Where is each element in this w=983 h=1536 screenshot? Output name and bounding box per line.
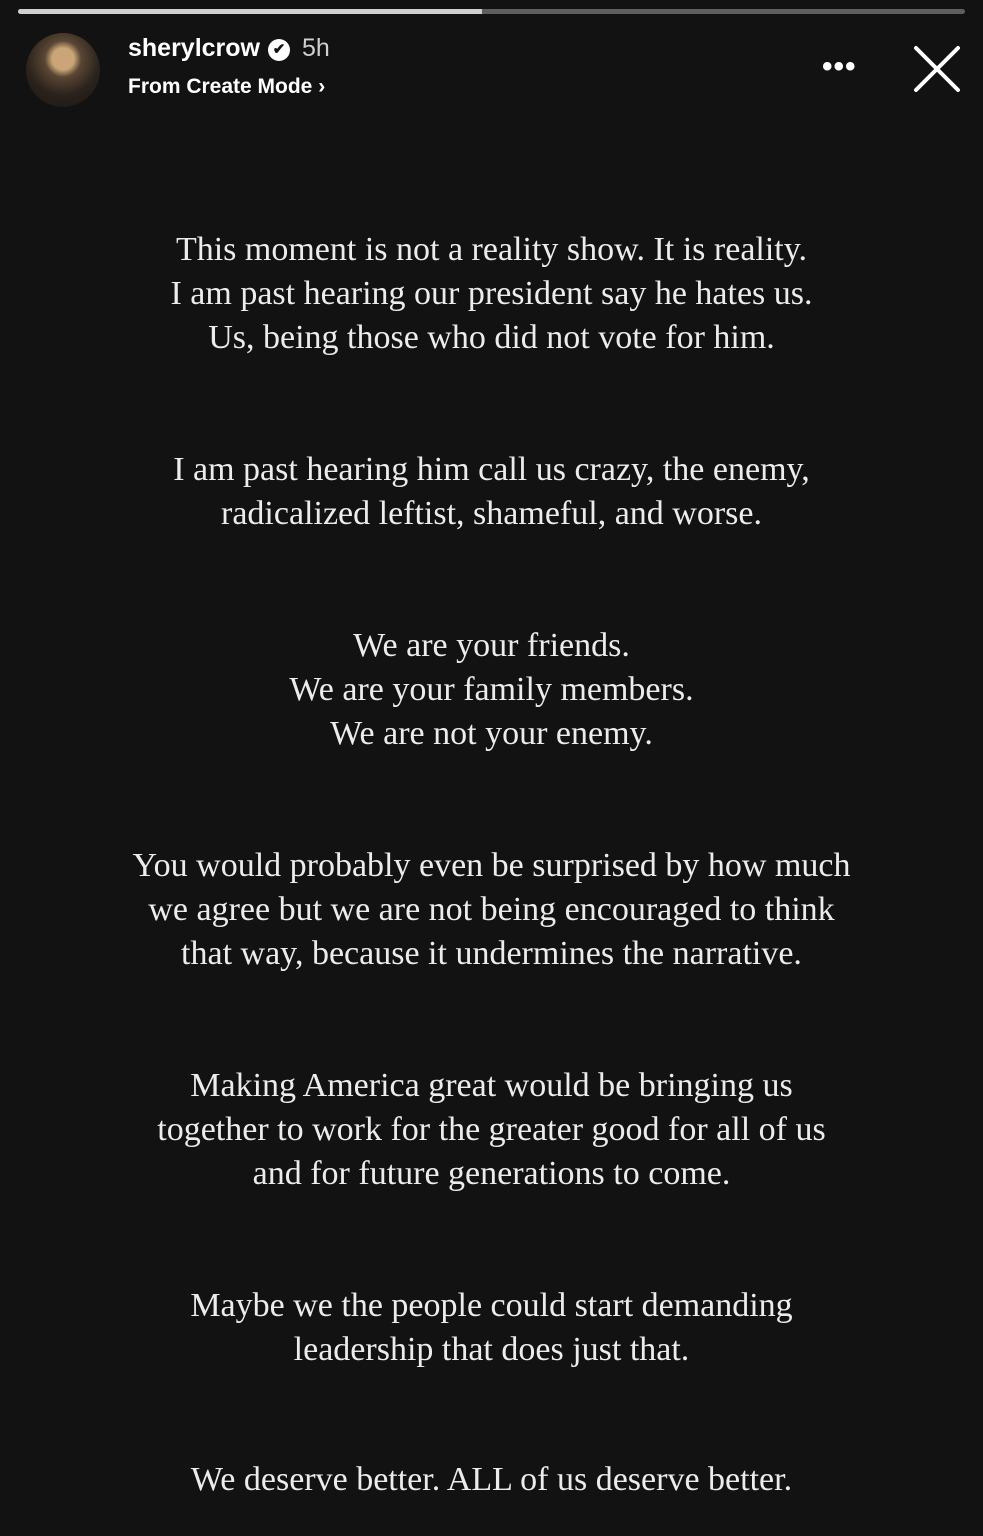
story-text-line: You would probably even be surprised by how much <box>132 847 851 884</box>
story-progress-bar <box>18 9 965 14</box>
story-text-line: we agree but we are not being encouraged to think <box>148 891 835 928</box>
story-text-line: We deserve better. ALL of us deserve better. <box>190 1461 793 1498</box>
story-text-line: radicalized leftist, shameful, and worse. <box>221 495 762 532</box>
story-text-line: I am past hearing our president say he hates us. <box>170 275 813 312</box>
create-mode-link[interactable] <box>128 75 325 99</box>
story-paragraph <box>0 624 983 756</box>
story-paragraph <box>0 844 983 976</box>
story-paragraph <box>0 1458 983 1502</box>
close-icon[interactable] <box>912 44 962 94</box>
story-text-line: that way, because it undermines the narrative. <box>181 935 802 972</box>
story-paragraph <box>0 1064 983 1196</box>
timestamp: 5h <box>302 34 330 62</box>
story-text-line: and for future generations to come. <box>252 1155 731 1192</box>
create-mode-label: From Create Mode <box>128 75 313 98</box>
story-paragraph <box>0 228 983 360</box>
story-text-line: together to work for the greater good for all of us <box>157 1111 826 1148</box>
verified-badge-icon: ✔ <box>268 39 290 61</box>
story-paragraph <box>0 1284 983 1372</box>
story-text-line: Maybe we the people could start demanding <box>190 1287 793 1324</box>
story-text-line: leadership that does just that. <box>293 1331 690 1368</box>
avatar[interactable] <box>26 33 100 107</box>
story-text-line: We are your friends. <box>353 627 630 664</box>
story-progress-fill <box>18 9 482 14</box>
story-text-line: Us, being those who did not vote for him. <box>208 319 775 356</box>
story-text-line: We are not your enemy. <box>330 715 653 752</box>
username[interactable]: sherylcrow <box>128 34 261 62</box>
more-options-icon[interactable]: ••• <box>822 50 857 83</box>
story-paragraph <box>0 448 983 536</box>
story-text-line: This moment is not a reality show. It is reality. <box>175 231 808 268</box>
story-text-line: We are your family members. <box>289 671 694 708</box>
story-text-line: I am past hearing him call us crazy, the enemy, <box>173 451 810 488</box>
story-text-line: Making America great would be bringing us <box>190 1067 793 1104</box>
chevron-right-icon: › <box>318 75 326 98</box>
username-row[interactable] <box>128 34 330 63</box>
